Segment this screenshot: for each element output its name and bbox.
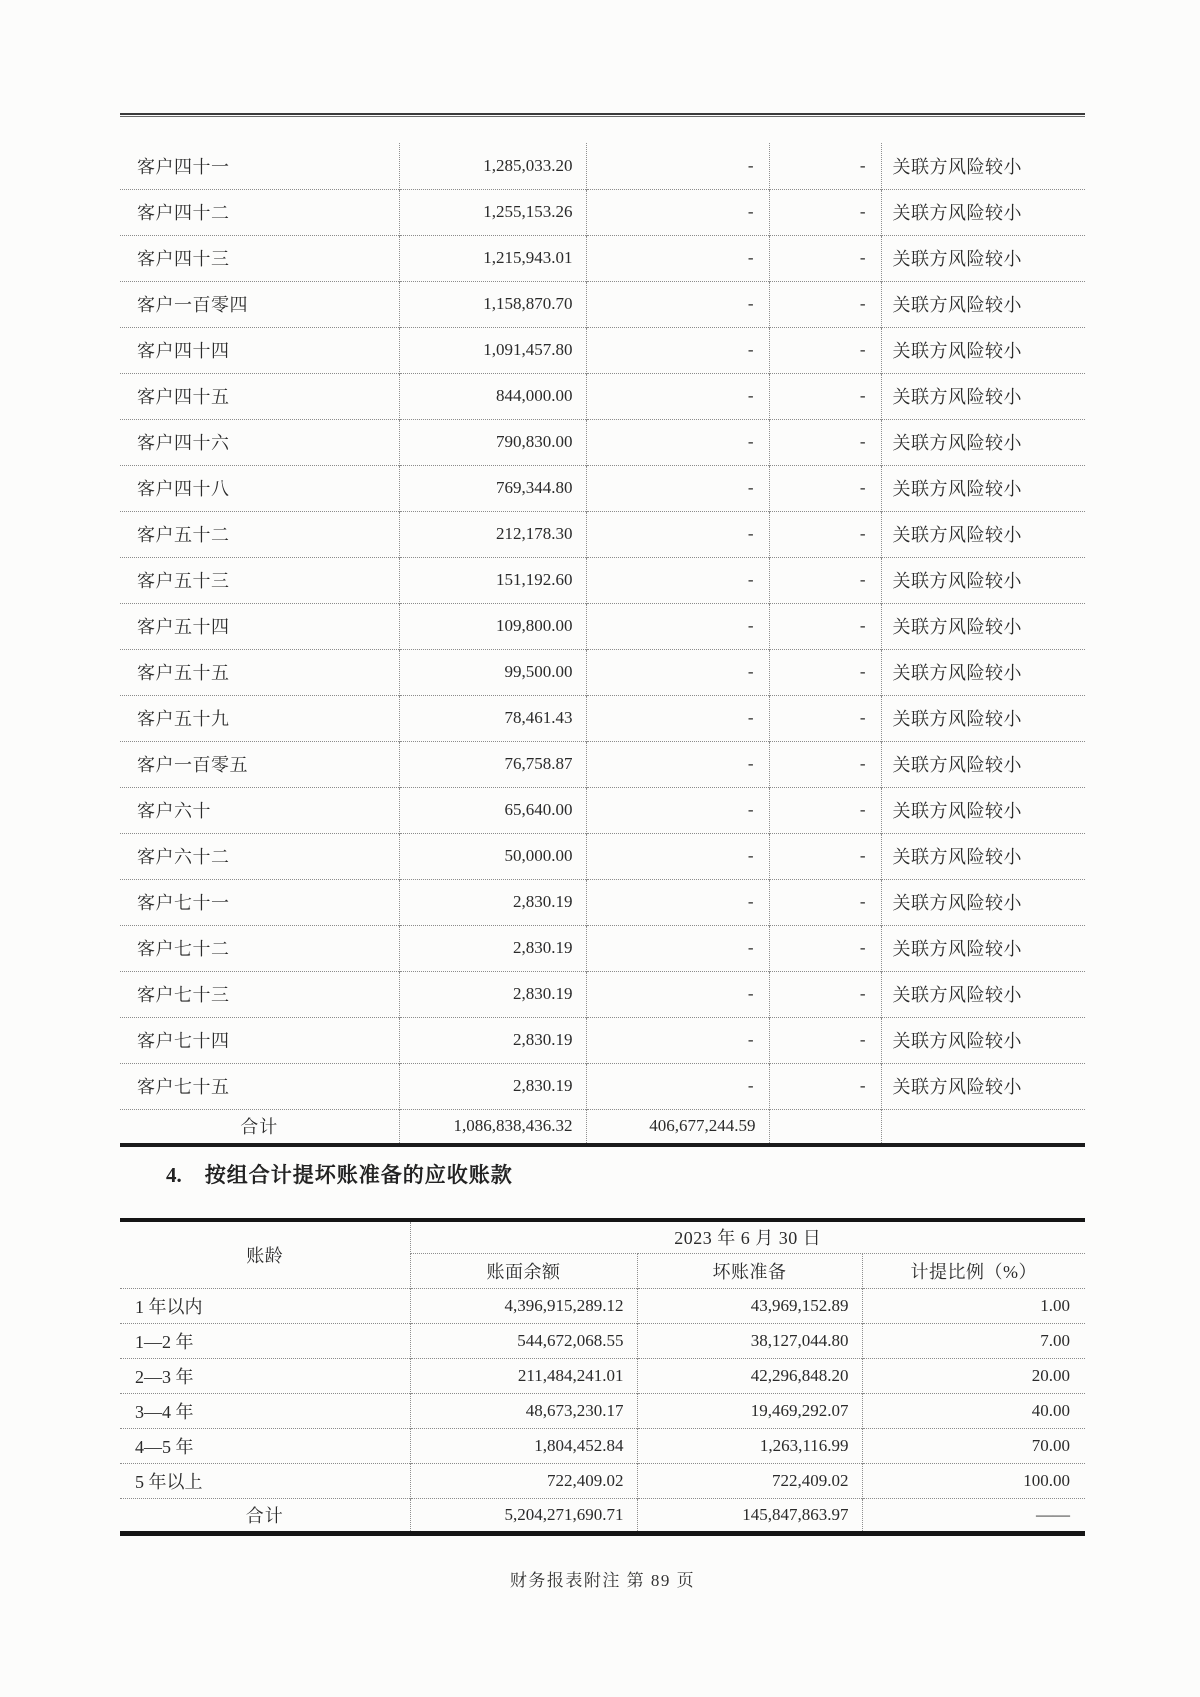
table-row [120,143,1085,189]
reason-cell: 关联方风险较小 [881,925,1085,971]
balance-cell: 844,000.00 [399,373,586,419]
aging-analysis-table [120,1218,1085,1536]
aging-cell: 1 年以内 [120,1288,410,1323]
balance-cell: 769,344.80 [399,465,586,511]
provision-cell: - [586,281,769,327]
table-row [120,1063,1085,1109]
ratio-cell: 40.00 [862,1393,1085,1428]
customer-name-cell: 客户四十一 [137,156,230,177]
provision-cell: - [586,189,769,235]
balance-cell: 2,830.19 [399,1017,586,1063]
balance-cell: 99,500.00 [399,649,586,695]
provision-cell: - [586,235,769,281]
provision-header-cell: 坏账准备 [637,1253,862,1288]
balance-header-cell: 账面余额 [486,1261,561,1282]
reason-cell: 关联方风险较小 [881,971,1085,1017]
balance-cell: 1,091,457.80 [399,327,586,373]
provision-cell: - [586,1063,769,1109]
balance-cell: 2,830.19 [399,1063,586,1109]
ratio-cell: - [769,787,881,833]
balance-cell: 544,672,068.55 [410,1323,637,1358]
ratio-cell: - [769,419,881,465]
customer-name-cell: 客户四十六 [120,419,399,465]
ratio-cell: - [769,235,881,281]
ratio-cell: - [769,1017,881,1063]
table-row [120,925,1085,971]
ratio-cell: - [769,511,881,557]
balance-cell: 4,396,915,289.12 [410,1288,637,1323]
reason-cell: 关联方风险较小 [881,1017,1085,1063]
aging-cell: 5 年以上 [120,1463,410,1498]
ratio-cell: - [769,925,881,971]
balance-cell: 212,178.30 [399,511,586,557]
customer-name-cell: 客户四十四 [120,327,399,373]
reason-cell: 关联方风险较小 [881,235,1085,281]
provision-cell: 42,296,848.20 [637,1358,862,1393]
balance-cell: 211,484,241.01 [410,1358,637,1393]
balance-cell: 78,461.43 [399,695,586,741]
total-provision-cell: 406,677,244.59 [586,1109,769,1145]
table-row [120,695,1085,741]
table-row [120,1428,1085,1463]
ratio-cell: 100.00 [862,1463,1085,1498]
ratio-cell: - [769,557,881,603]
table-row [120,419,1085,465]
page-footer: 财务报表附注 第 89 页 [509,1571,696,1590]
reason-cell: 关联方风险较小 [881,833,1085,879]
ratio-cell: - [769,879,881,925]
customer-name-cell: 客户七十五 [120,1063,399,1109]
table-row [120,373,1085,419]
customer-name-cell: 客户四十三 [120,235,399,281]
table-row [120,1393,1085,1428]
ratio-cell: 7.00 [862,1323,1085,1358]
provision-cell: 19,469,292.07 [637,1393,862,1428]
reason-cell: 关联方风险较小 [881,879,1085,925]
customer-name-cell: 客户四十二 [120,189,399,235]
aging-header-cell: 账龄 [120,1220,410,1288]
table-row [120,833,1085,879]
balance-cell: 151,192.60 [399,557,586,603]
table-row [120,1017,1085,1063]
table-row [120,649,1085,695]
balance-cell: 48,673,230.17 [410,1393,637,1428]
balance-cell: 50,000.00 [399,833,586,879]
ratio-cell: - [769,143,881,189]
customer-name-cell: 客户六十 [120,787,399,833]
balance-cell: 1,804,452.84 [410,1428,637,1463]
reason-cell: 关联方风险较小 [881,695,1085,741]
ratio-cell: 70.00 [862,1428,1085,1463]
reason-cell: 关联方风险较小 [881,741,1085,787]
ratio-cell: - [769,833,881,879]
reason-cell: 关联方风险较小 [881,143,1085,189]
aging-cell: 1—2 年 [120,1323,410,1358]
provision-cell: - [586,879,769,925]
ratio-cell: - [769,465,881,511]
empty-cell [881,1109,1085,1145]
balance-cell: 1,215,943.01 [399,235,586,281]
provision-cell: - [586,971,769,1017]
balance-cell: 76,758.87 [399,741,586,787]
balance-cell: 790,830.00 [399,419,586,465]
provision-cell: 722,409.02 [637,1463,862,1498]
balance-cell: 2,830.19 [399,971,586,1017]
table-row [120,741,1085,787]
table-row [120,787,1085,833]
balance-cell: 1,158,870.70 [399,281,586,327]
customer-name-cell: 客户四十五 [120,373,399,419]
ratio-cell: - [769,281,881,327]
table1-top-rule [120,113,1085,117]
customer-name-cell: 客户四十八 [120,465,399,511]
ratio-cell: - [769,327,881,373]
customer-name-cell: 客户七十一 [120,879,399,925]
table-row [120,189,1085,235]
provision-cell: - [586,373,769,419]
provision-cell: - [586,741,769,787]
customer-name-cell: 客户七十二 [120,925,399,971]
reason-cell: 关联方风险较小 [881,787,1085,833]
table-row [120,1358,1085,1393]
empty-cell [769,1109,881,1145]
customer-name-cell: 客户七十三 [120,971,399,1017]
customer-name-cell: 客户六十二 [120,833,399,879]
ratio-cell: - [769,1063,881,1109]
provision-cell: - [586,511,769,557]
total-balance-cell: 5,204,271,690.71 [410,1498,637,1533]
provision-cell: - [586,419,769,465]
ratio-cell: - [769,695,881,741]
customer-name-cell: 客户五十四 [120,603,399,649]
table2-total-row [120,1498,1085,1533]
ratio-cell: - [769,741,881,787]
table2-header-row-1 [120,1220,1085,1253]
table-row [120,1288,1085,1323]
table-row [120,465,1085,511]
provision-cell: - [586,465,769,511]
aging-cell: 2—3 年 [120,1358,410,1393]
balance-cell: 1,255,153.26 [399,189,586,235]
reason-cell: 关联方风险较小 [881,189,1085,235]
customer-name-cell: 客户一百零四 [120,281,399,327]
table-row [120,879,1085,925]
section-number: 4. [166,1163,182,1187]
reason-cell: 关联方风险较小 [881,557,1085,603]
ratio-cell: - [769,649,881,695]
total-balance-cell: 1,086,838,436.32 [399,1109,586,1145]
provision-cell: 43,969,152.89 [637,1288,862,1323]
provision-cell: 1,263,116.99 [637,1428,862,1463]
ratio-header-cell: 计提比例（%） [862,1253,1085,1288]
balance-cell: 65,640.00 [399,787,586,833]
provision-cell: - [586,787,769,833]
customer-name-cell: 客户五十九 [120,695,399,741]
provision-cell: - [586,557,769,603]
customer-name-cell: 客户一百零五 [120,741,399,787]
ratio-cell: - [769,971,881,1017]
reason-cell: 关联方风险较小 [881,327,1085,373]
table-row [120,1463,1085,1498]
total-ratio-cell: —— [862,1498,1085,1533]
ratio-cell: - [769,189,881,235]
table-row [120,971,1085,1017]
total-label-cell: 合计 [120,1498,410,1533]
provision-cell: - [586,695,769,741]
total-provision-cell: 145,847,863.97 [637,1498,862,1533]
provision-cell: - [586,925,769,971]
customer-name-cell: 客户五十三 [120,557,399,603]
balance-cell: 2,830.19 [399,925,586,971]
section-heading [166,1161,513,1189]
provision-cell: 38,127,044.80 [637,1323,862,1358]
table-row [120,1323,1085,1358]
provision-cell: - [586,833,769,879]
aging-cell: 4—5 年 [120,1428,410,1463]
provision-cell: - [586,327,769,373]
reason-cell: 关联方风险较小 [881,373,1085,419]
aging-cell: 3—4 年 [120,1393,410,1428]
ratio-cell: - [769,373,881,419]
table-row [120,603,1085,649]
reason-cell: 关联方风险较小 [881,465,1085,511]
provision-cell: - [586,143,769,189]
provision-cell: - [586,603,769,649]
total-label-cell: 合计 [120,1109,399,1145]
reason-cell: 关联方风险较小 [881,511,1085,557]
table1-total-row [120,1109,1085,1145]
reason-cell: 关联方风险较小 [881,281,1085,327]
customer-name-cell: 客户五十二 [120,511,399,557]
ratio-cell: 1.00 [862,1288,1085,1323]
table-row [120,557,1085,603]
reason-cell: 关联方风险较小 [881,649,1085,695]
provision-cell: - [586,1017,769,1063]
table-row [120,327,1085,373]
table-row [120,235,1085,281]
ratio-cell: 20.00 [862,1358,1085,1393]
reason-cell: 关联方风险较小 [881,419,1085,465]
balance-cell: 2,830.19 [399,879,586,925]
section-title: 按组合计提坏账准备的应收账款 [204,1163,513,1187]
ratio-cell: - [769,603,881,649]
provision-cell: - [586,649,769,695]
reason-cell: 关联方风险较小 [881,1063,1085,1109]
related-party-receivables-table [120,143,1085,1147]
customer-name-cell: 客户七十四 [120,1017,399,1063]
table-row [120,511,1085,557]
reason-cell: 关联方风险较小 [881,603,1085,649]
balance-cell: 1,285,033.20 [399,143,586,189]
date-header-cell: 2023 年 6 月 30 日 [410,1220,1085,1253]
customer-name-cell: 客户五十五 [120,649,399,695]
balance-cell: 722,409.02 [410,1463,637,1498]
table-row [120,281,1085,327]
balance-cell: 109,800.00 [399,603,586,649]
